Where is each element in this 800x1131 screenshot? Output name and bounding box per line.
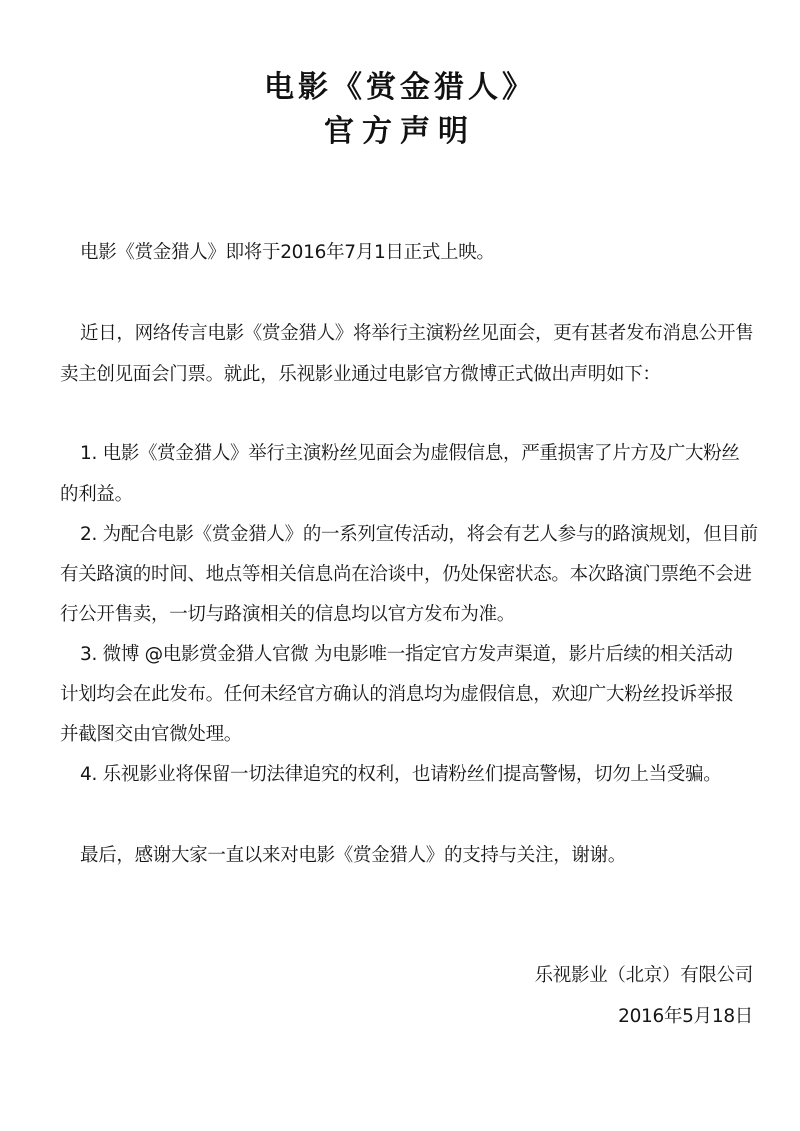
list-item-3-line-1: 3. 微博 @电影赏金猎人官微 为电影唯一指定官方发声渠道，影片后续的相关活动 <box>80 644 733 665</box>
list-item-2-line-1: 2. 为配合电影《赏金猎人》的一系列宣传活动，将会有艺人参与的路演规划，但目前 <box>80 524 758 545</box>
document-title-statement: 官方声明 <box>324 114 476 149</box>
list-item-1-line-2: 的利益。 <box>60 484 133 505</box>
release-date-paragraph: 电影《赏金猎人》即将于2016年7月1日正式上映。 <box>80 242 495 263</box>
list-item-2-line-3: 行公开售卖，一切与路演相关的信息均以官方发布为准。 <box>60 604 516 625</box>
closing-paragraph: 最后，感谢大家一直以来对电影《赏金猎人》的支持与关注，谢谢。 <box>80 845 627 866</box>
list-item-2-line-2: 有关路演的时间、地点等相关信息尚在洽谈中，仍处保密状态。本次路演门票绝不会进 <box>60 564 752 585</box>
rumor-paragraph-line-1: 近日，网络传言电影《赏金猎人》将举行主演粉丝见面会，更有甚者发布消息公开售 <box>80 323 754 344</box>
rumor-paragraph-line-2: 卖主创见面会门票。就此，乐视影业通过电影官方微博正式做出声明如下： <box>60 364 661 385</box>
list-item-1-line-1: 1. 电影《赏金猎人》举行主演粉丝见面会为虚假信息，严重损害了片方及广大粉丝 <box>80 443 740 464</box>
document-title-movie: 电影《赏金猎人》 <box>264 70 536 105</box>
signature-company: 乐视影业（北京）有限公司 <box>534 965 753 986</box>
signature-date: 2016年5月18日 <box>618 1006 753 1027</box>
list-item-4-line-1: 4. 乐视影业将保留一切法律追究的权利，也请粉丝们提高警惕，切勿上当受骗。 <box>80 764 722 785</box>
list-item-3-line-2: 计划均会在此发布。任何未经官方确认的消息均为虚假信息，欢迎广大粉丝投诉举报 <box>60 684 734 705</box>
list-item-3-line-3: 并截图交由官微处理。 <box>60 724 243 745</box>
